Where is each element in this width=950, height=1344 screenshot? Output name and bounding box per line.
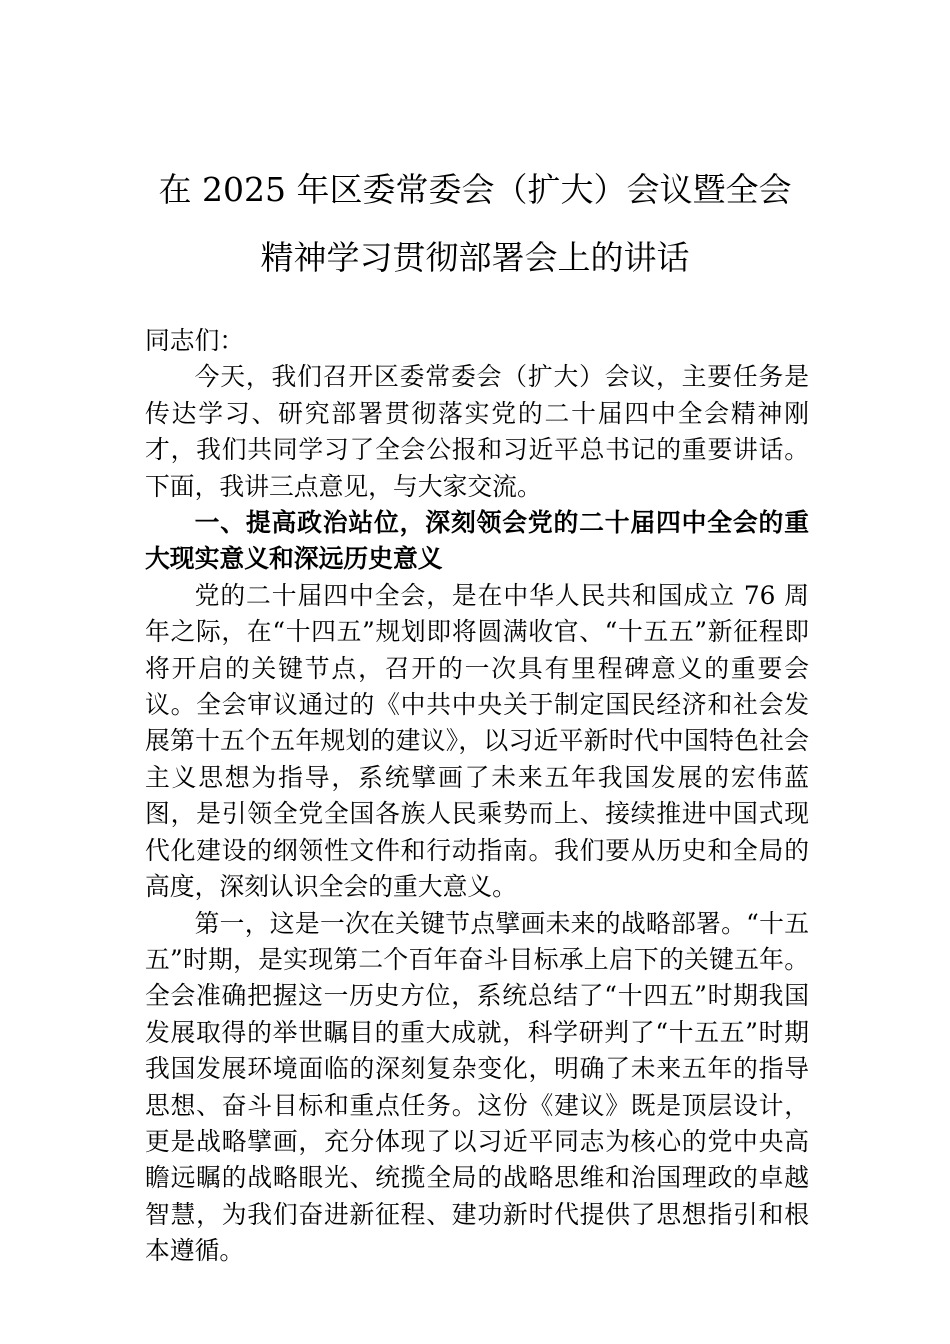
document-body [145, 323, 809, 1270]
paragraph-first-point: 第一，这是一次在关键节点擘画未来的战略部署。“十五五”时期，是实现第二个百年奋斗目标承上启下的关键五年。全会准确把握这一历史方位，系统总结了“十四五”时期我国发展取得的举世瞩目的重大成就，科学研判了“十五五”时期我国发展环境面临的深刻复杂变化，明确了未来五年的指导思想、奋斗目标和重点任务。这份《建议》既是顶层设计，更是战略擘画，充分体现了以习近平同志为核心的党中央高瞻远瞩的战略眼光、统揽全局的战略思维和治国理政的卓越智慧，为我们奋进新征程、建功新时代提供了思想指引和根本遵循。 [145, 908, 809, 1266]
salutation: 同志们： [145, 326, 245, 355]
paragraph-intro: 今天，我们召开区委常委会（扩大）会议，主要任务是传达学习、研究部署贯彻落实党的二十届四中全会精神刚才，我们共同学习了全会公报和习近平总书记的重要讲话。下面，我讲三点意见，与大家交流。 [145, 362, 809, 501]
section-heading-1: 一、提高政治站位，深刻领会党的二十届四中全会的重大现实意义和深远历史意义 [145, 508, 809, 574]
document-title-line-2: 精神学习贯彻部署会上的讲话 [260, 238, 690, 277]
paragraph-significance: 党的二十届四中全会，是在中华人民共和国成立 76 周年之际，在“十四五”规划即将圆满收官、“十五五”新征程即将开启的关键节点，召开的一次具有里程碑意义的重要会议。全会审议通过的《中共中央关于制定国民经济和社会发展第十五个五年规划的建议》，以习近平新时代中国特色社会主义思想为指导，系统擘画了未来五年我国发展的宏伟蓝图，是引领全党全国各族人民乘势而上、接续推进中国式现代化建设的纲领性文件和行动指南。我们要从历史和全局的高度，深刻认识全会的重大意义。 [145, 580, 809, 902]
document-title-line-1: 在 2025 年区委常委会（扩大）会议暨全会 [158, 170, 792, 209]
